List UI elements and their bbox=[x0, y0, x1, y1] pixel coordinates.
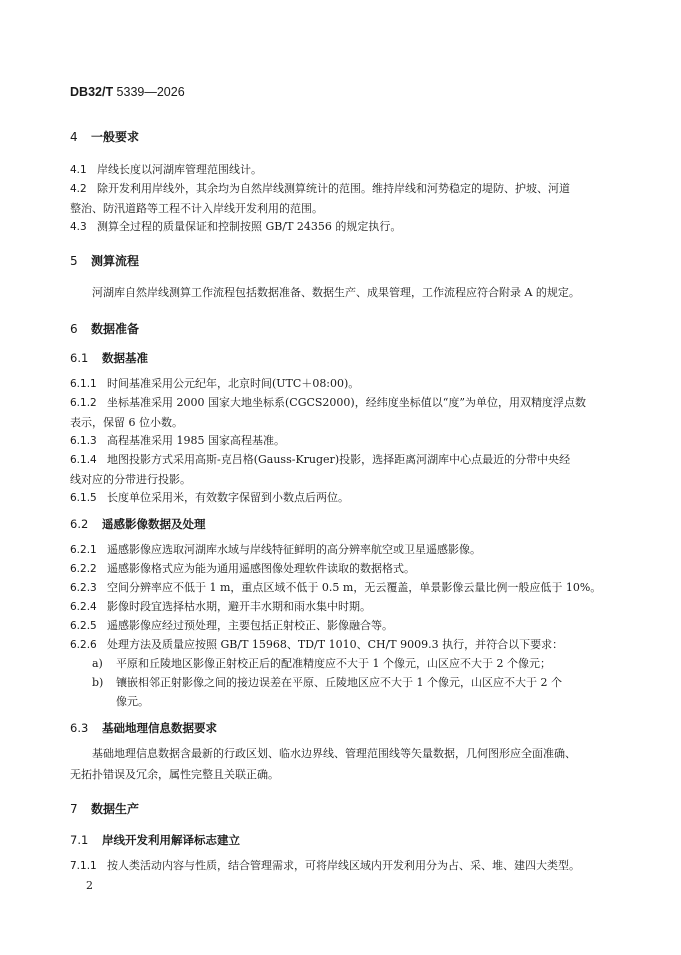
subsection-title: 数据基准 bbox=[102, 351, 148, 365]
subsection-7-1-heading bbox=[70, 832, 240, 848]
subsection-title: 基础地理信息数据要求 bbox=[102, 721, 217, 735]
clause-number: 4.1 bbox=[70, 164, 87, 176]
clause-text: 空间分辨率应不低于 1 m，重点区域不低于 0.5 m，无云覆盖，单景影像云量比例一般应低于 10%。 bbox=[107, 581, 602, 594]
clause-number: 6.2.6 bbox=[70, 639, 97, 651]
standard-code-header bbox=[70, 85, 185, 99]
clause-6-1-4 bbox=[70, 450, 615, 489]
paragraph-line2: 无拓扑错误及冗余，属性完整且关联正确。 bbox=[70, 768, 279, 781]
section-number: 4 bbox=[70, 130, 78, 144]
clause-number: 6.2.4 bbox=[70, 601, 97, 613]
paragraph-line1: 基础地理信息数据含最新的行政区划、临水边界线、管理范围线等矢量数据，几何图形应全面准确、 bbox=[92, 747, 576, 760]
clause-number: 6.2.3 bbox=[70, 582, 97, 594]
section-7-heading bbox=[70, 800, 139, 817]
clause-number: 4.2 bbox=[70, 183, 87, 195]
section-title: 一般要求 bbox=[91, 130, 140, 144]
clause-text: 遥感影像应经过预处理，主要包括正射校正、影像融合等。 bbox=[107, 619, 393, 632]
section-title: 数据准备 bbox=[91, 322, 140, 336]
clause-4-2 bbox=[70, 179, 615, 218]
clause-text: 处理方法及质量应按照 GB/T 15968、TD/T 1010、CH/T 9009.3 执行，并符合以下要求： bbox=[107, 638, 564, 651]
clause-text: 遥感影像应选取河湖库水域与岸线特征鲜明的高分辨率航空或卫星遥感影像。 bbox=[107, 543, 481, 556]
list-item-text-line2: 像元。 bbox=[116, 695, 149, 708]
subsection-6-3-heading bbox=[70, 720, 217, 736]
subsection-title: 遥感影像数据及处理 bbox=[102, 517, 206, 531]
clause-text: 高程基准采用 1985 国家高程基准。 bbox=[107, 434, 285, 447]
clause-number: 6.2.1 bbox=[70, 544, 97, 556]
clause-text: 岸线长度以河湖库管理范围线计。 bbox=[97, 163, 262, 176]
clause-6-1-2 bbox=[70, 393, 615, 432]
clause-7-1-1 bbox=[70, 856, 615, 876]
subsection-number: 6.1 bbox=[70, 351, 89, 365]
clause-6-2-6 bbox=[70, 635, 615, 655]
clause-6-2-5 bbox=[70, 616, 615, 636]
section-number: 6 bbox=[70, 322, 78, 336]
clause-number: 6.1.5 bbox=[70, 492, 97, 504]
subsection-number: 6.2 bbox=[70, 517, 89, 531]
clause-text-line1: 除开发利用岸线外，其余均为自然岸线测算统计的范围。维持岸线和河势稳定的堤防、护坡、河道 bbox=[97, 182, 570, 195]
section-5-heading bbox=[70, 252, 139, 269]
page-number: 2 bbox=[86, 879, 93, 892]
code-series: 32/T bbox=[88, 85, 114, 99]
section-4-heading bbox=[70, 128, 139, 145]
clause-number: 6.1.3 bbox=[70, 435, 97, 447]
clause-text-line1: 坐标基准采用 2000 国家大地坐标系(CGCS2000)，经纬度坐标值以“度”为单位，用双精度浮点数 bbox=[107, 396, 586, 409]
section-number: 7 bbox=[70, 802, 78, 816]
section-5-paragraph: 河湖库自然岸线测算工作流程包括数据准备、数据生产、成果管理，工作流程应符合附录 A 的规定。 bbox=[92, 286, 580, 299]
clause-number: 6.2.2 bbox=[70, 563, 97, 575]
code-prefix: DB bbox=[70, 85, 89, 99]
clause-text: 时间基准采用公元纪年，北京时间(UTC＋08:00)。 bbox=[107, 377, 360, 390]
section-title: 测算流程 bbox=[91, 254, 140, 268]
clause-text-line1: 地图投影方式采用高斯-克吕格(Gauss-Kruger)投影，选择距离河湖库中心点最近的分带中央经 bbox=[107, 453, 571, 466]
list-item-label: a) bbox=[92, 657, 103, 670]
clause-6-2-4 bbox=[70, 597, 615, 617]
section-number: 5 bbox=[70, 254, 78, 268]
clause-text-line2: 线对应的分带进行投影。 bbox=[70, 473, 191, 486]
clause-6-1-3 bbox=[70, 431, 615, 451]
list-item-a bbox=[92, 654, 602, 673]
list-item-text-line1: 镶嵌相邻正射影像之间的接边误差在平原、丘陵地区应不大于 1 个像元，山区应不大于 2 个 bbox=[116, 676, 562, 689]
clause-number: 6.1.2 bbox=[70, 397, 97, 409]
subsection-number: 6.3 bbox=[70, 721, 89, 735]
clause-number: 7.1.1 bbox=[70, 860, 97, 872]
section-6-heading bbox=[70, 320, 139, 337]
clause-6-2-3 bbox=[70, 578, 615, 598]
subsection-6-1-heading bbox=[70, 350, 148, 366]
subsection-title: 岸线开发利用解译标志建立 bbox=[102, 833, 240, 847]
clause-4-3 bbox=[70, 217, 615, 237]
subsection-number: 7.1 bbox=[70, 833, 89, 847]
clause-text: 测算全过程的质量保证和控制按照 GB/T 24356 的规定执行。 bbox=[97, 220, 402, 233]
clause-text: 长度单位采用米，有效数字保留到小数点后两位。 bbox=[107, 491, 349, 504]
clause-text: 按人类活动内容与性质，结合管理需求，可将岸线区域内开发利用分为占、采、堆、建四大类型。 bbox=[107, 859, 580, 872]
clause-number: 6.1.1 bbox=[70, 378, 97, 390]
section-title: 数据生产 bbox=[91, 802, 140, 816]
list-item-b bbox=[92, 673, 602, 711]
clause-number: 6.2.5 bbox=[70, 620, 97, 632]
clause-text: 影像时段宜选择枯水期，避开丰水期和雨水集中时期。 bbox=[107, 600, 371, 613]
list-item-label: b) bbox=[92, 676, 104, 689]
clause-number: 6.1.4 bbox=[70, 454, 97, 466]
clause-text: 遥感影像格式应为能为通用遥感图像处理软件读取的数据格式。 bbox=[107, 562, 415, 575]
clause-text-line2: 整治、防汛道路等工程不计入岸线开发利用的范围。 bbox=[70, 202, 323, 215]
clause-text-line2: 表示，保留 6 位小数。 bbox=[70, 416, 183, 429]
clause-6-2-2 bbox=[70, 559, 615, 579]
code-number: 5339—2026 bbox=[113, 85, 185, 99]
clause-4-1 bbox=[70, 160, 615, 180]
clause-6-1-5 bbox=[70, 488, 615, 508]
subsection-6-2-heading bbox=[70, 516, 206, 532]
list-item-text: 平原和丘陵地区影像正射校正后的配准精度应不大于 1 个像元，山区应不大于 2 个像元； bbox=[116, 657, 551, 670]
subsection-6-3-paragraph bbox=[70, 743, 610, 785]
clause-number: 4.3 bbox=[70, 221, 87, 233]
clause-6-1-1 bbox=[70, 374, 615, 394]
clause-6-2-1 bbox=[70, 540, 615, 560]
